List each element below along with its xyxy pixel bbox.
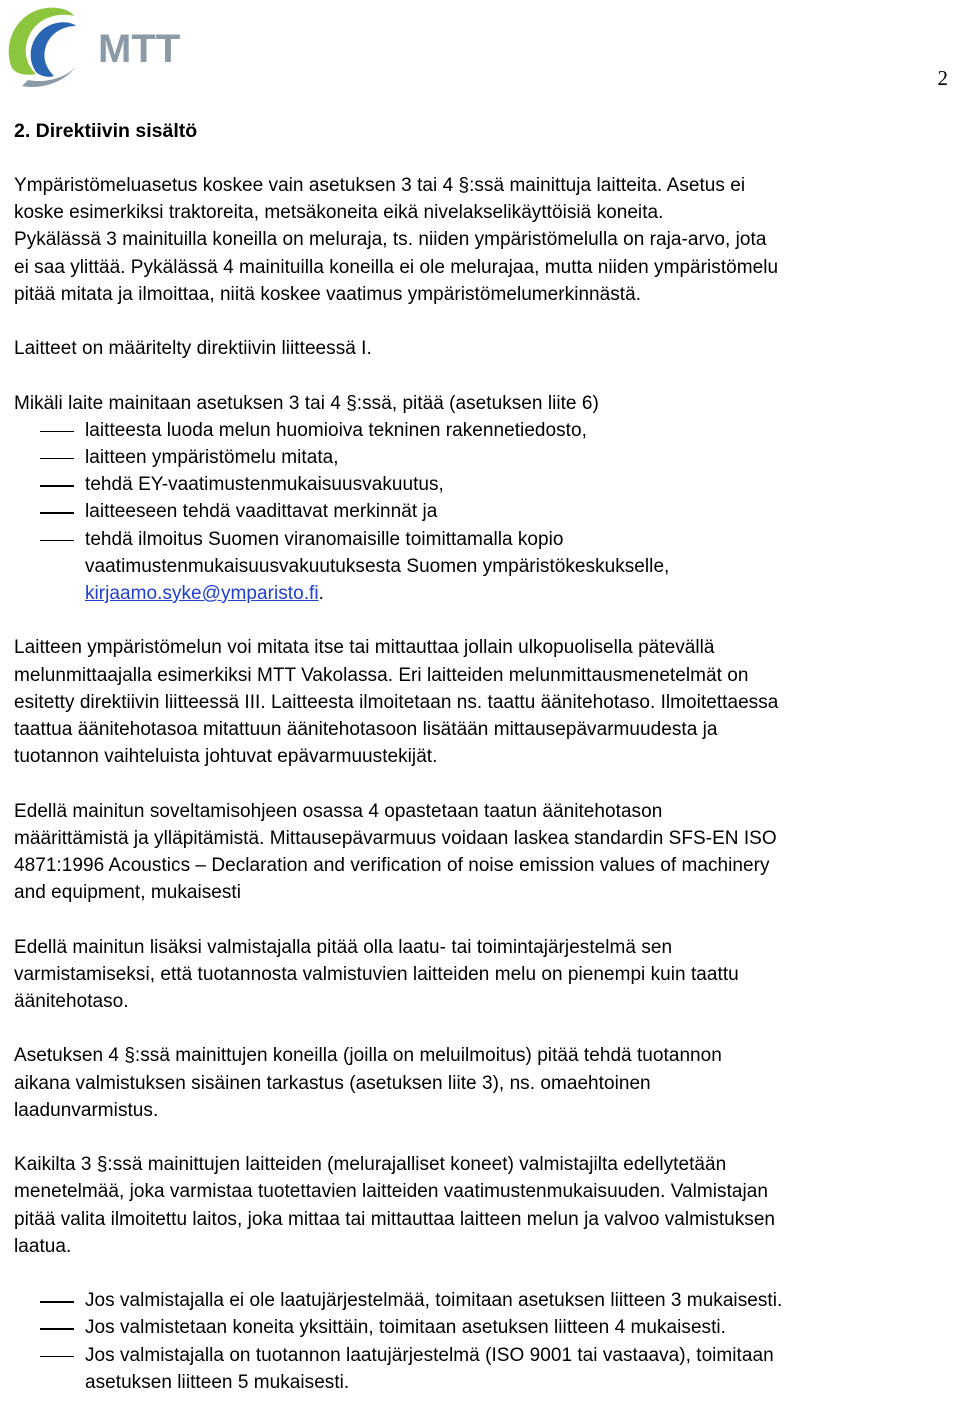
procedure-list — [14, 1287, 960, 1396]
text-line: Asetuksen 4 §:ssä mainittujen koneilla (joilla on meluilmoitus) pitää tehdä tuotannon — [14, 1045, 722, 1067]
list-item: laitteen ympäristömelu mitata, — [14, 444, 960, 471]
email-link[interactable]: kirjaamo.syke@ymparisto.fi — [85, 583, 319, 605]
text-line: Laitteen ympäristömelun voi mitata itse tai mittauttaa jollain ulkopuolisella pätevällä — [14, 637, 715, 659]
text-line: Ympäristömeluasetus koskee vain asetuksen 3 tai 4 §:ssä mainittuja laitteita. Asetus ei — [14, 175, 746, 196]
requirements-list — [14, 417, 960, 607]
paragraph-annex — [14, 335, 960, 362]
text-line: Edellä mainitun soveltamisohjeen osassa 4 opastetaan taatun äänitehotason — [14, 800, 663, 822]
section-heading: 2. Direktiivin sisältö — [14, 120, 198, 142]
text-line: määrittämistä ja ylläpitämistä. Mittausepävarmuus voidaan laskea standardin SFS-EN ISO — [14, 827, 777, 849]
list-item: tehdä EY-vaatimustenmukaisuusvakuutus, — [14, 471, 960, 498]
text-line: laadunvarmistus. — [14, 1099, 159, 1121]
paragraph-notified-body — [14, 1151, 960, 1260]
text-line: pitää mitata ja ilmoittaa, niitä koskee vaatimus ympäristömelumerkinnästä. — [14, 283, 642, 305]
text-line: Kaikilta 3 §:ssä mainittujen laitteiden (melurajalliset koneet) valmistajilta edellytetään — [14, 1154, 727, 1176]
paragraph-measurement — [14, 634, 960, 770]
list-item: laitteesta luoda melun huomioiva tekninen rakennetiedosto, — [14, 417, 960, 444]
text-line: esitetty direktiivin liitteessä III. Laitteesta ilmoitetaan ns. taattu äänitehotaso. Ilmoitettaessa — [14, 691, 779, 713]
list-item: Jos valmistajalla ei ole laatujärjestelmää, toimitaan asetuksen liitteen 3 mukaisesti. — [14, 1287, 960, 1314]
paragraph-uncertainty — [14, 798, 960, 907]
list-item: laitteeseen tehdä vaadittavat merkinnät ja — [14, 498, 960, 525]
text-line: taattua äänitehotasoa mitattuun äänitehotasoon lisätään mittausepävarmuudesta ja — [14, 719, 718, 741]
document-body — [14, 172, 960, 1396]
text-line: menetelmää, joka varmistaa tuotettavien laitteiden vaatimustenmukaisuuden. Valmistajan — [14, 1181, 768, 1203]
paragraph-internal-control — [14, 1042, 960, 1124]
text-line: koske esimerkiksi traktoreita, metsäkoneita eikä nivelakselikäyttöisiä koneita. — [14, 202, 664, 224]
list-item: tehdä ilmoitus Suomen viranomaisille toimittamalla kopio vaatimustenmukaisuusvakuutuksesta Suomen ympäristökeskukselle, kirjaamo.syke@ymparisto.fi. — [14, 526, 960, 608]
text-line: Mikäli laite mainitaan asetuksen 3 tai 4 §:ssä, pitää (asetuksen liite 6) — [14, 392, 599, 414]
list-item: Jos valmistajalla on tuotannon laatujärjestelmä (ISO 9001 tai vastaava), toimitaan asetuksen liitteen 5 mukaisesti. — [14, 1342, 960, 1396]
text-line: aikana valmistuksen sisäinen tarkastus (asetuksen liite 3), ns. omaehtoinen — [14, 1072, 651, 1094]
leaf-swoosh-icon — [9, 8, 78, 87]
text-line: Laitteet on määritelty direktiivin liitteessä I. — [14, 338, 372, 360]
svg-text:MTT: MTT — [98, 27, 181, 71]
text-line: and equipment, mukaisesti — [14, 882, 242, 904]
list-item: Jos valmistetaan koneita yksittäin, toimitaan asetuksen liitteen 4 mukaisesti. — [14, 1314, 960, 1341]
page-number: 2 — [937, 66, 948, 90]
text-line: Pykälässä 3 mainituilla koneilla on meluraja, ts. niiden ympäristömelulla on raja-arvo, jota — [14, 229, 767, 251]
text-line: tuotannon vaihteluista johtuvat epävarmuustekijät. — [14, 746, 438, 768]
text-line: laatua. — [14, 1235, 72, 1257]
text-line: melunmittaajalla esimerkiksi MTT Vakolassa. Eri laitteiden melunmittausmenetelmät on — [14, 664, 749, 686]
text-line: varmistamiseksi, että tuotannosta valmistuvien laitteiden melu on pienempi kuin taattu — [14, 963, 739, 985]
text-line: pitää valita ilmoitettu laitos, joka mittaa tai mittauttaa laitteen melun ja valvoo valmistuksen — [14, 1208, 776, 1230]
email-suffix: . — [318, 583, 324, 605]
text-line: äänitehotaso. — [14, 991, 129, 1013]
paragraph-quality-system — [14, 934, 960, 1016]
paragraph-scope — [14, 172, 960, 308]
mtt-logo — [2, 2, 217, 92]
text-line: Edellä mainitun lisäksi valmistajalla pitää olla laatu- tai toimintajärjestelmä sen — [14, 936, 673, 958]
text-line: 4871:1996 Acoustics – Declaration and verification of noise emission values of machinery — [14, 855, 770, 877]
text-line: ei saa ylittää. Pykälässä 4 mainituilla koneilla ei ole melurajaa, mutta niiden ympäristömelu — [14, 256, 779, 278]
paragraph-requirements-intro — [14, 390, 960, 417]
